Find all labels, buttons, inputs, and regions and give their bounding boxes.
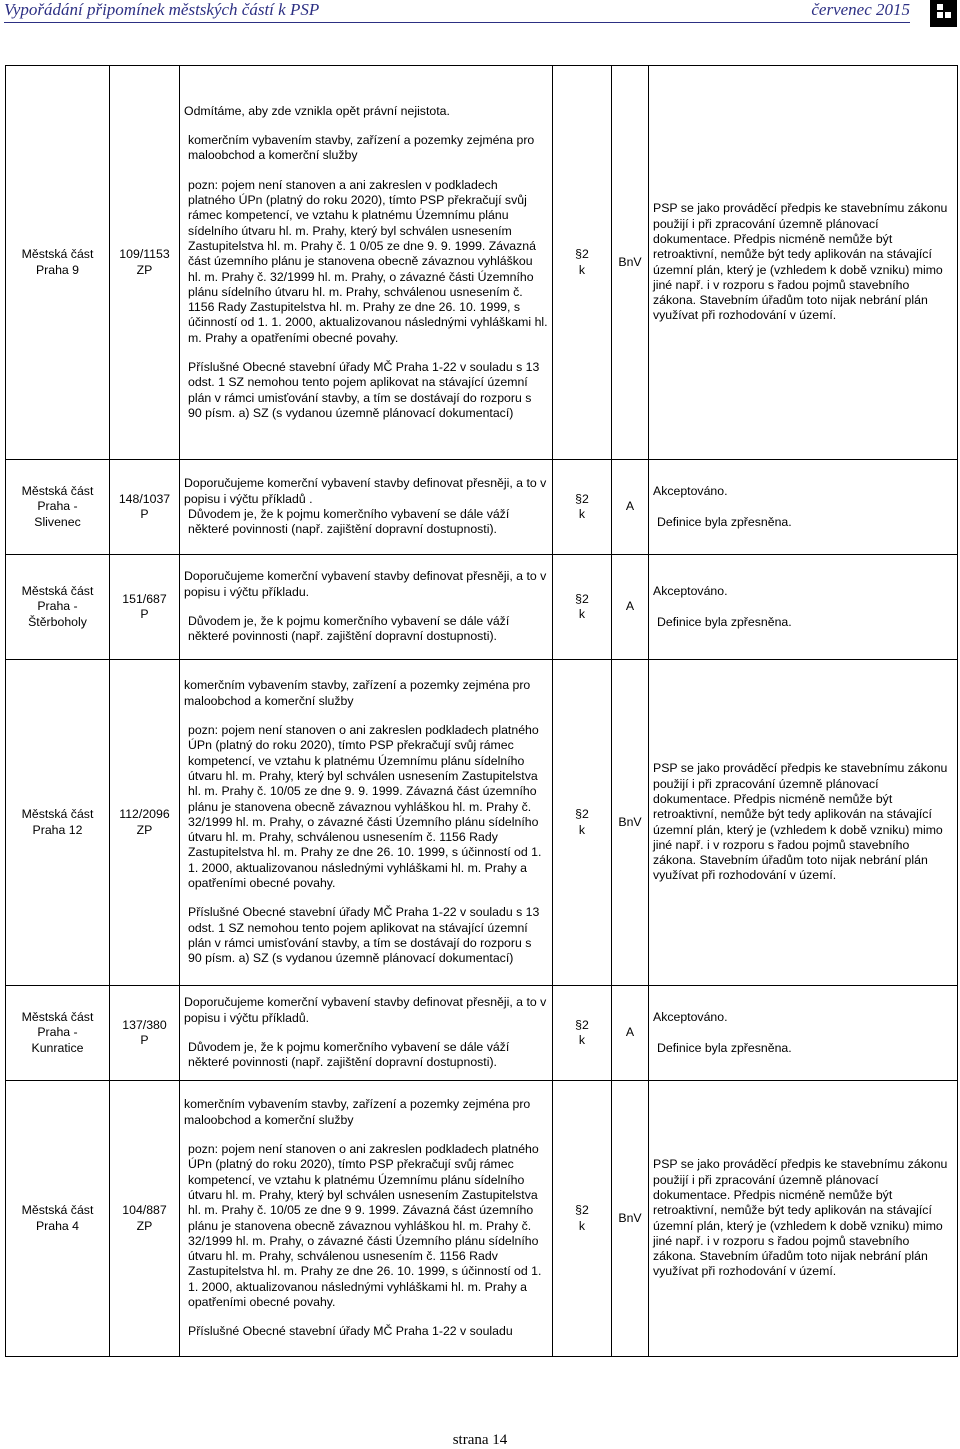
comment-text-cell-line — [184, 346, 548, 360]
paragraph-cell-line: k — [578, 1218, 586, 1233]
paragraph-cell-line: §2 — [575, 491, 589, 506]
comment-text-cell — [180, 555, 553, 660]
status-cell: A — [612, 986, 649, 1081]
reference-cell-line: P — [140, 607, 149, 621]
paragraph-cell-line: §2 — [575, 1203, 589, 1218]
district-cell-line: Kunratice — [31, 1040, 84, 1055]
resolution-cell-line: PSP se jako prováděcí předpis ke stavebnímu zákonu použijí i při zpracování územně plánovací dokumentace. Předpis nicméně nemůže být retroaktivní, nemůže být tedy aplikován na stávající územní plán, který je (vzhledem k době vzniku) mimo jiné např. i v rozporu s řadou pojmů stavebního zákona. Stavebním úřadům toto nijak nebrání plán využívat při rozhodování v území. — [653, 761, 948, 883]
comment-text-cell-line: Důvodem je, že k pojmu komerčního vybavení se dále váží některé povinnosti (např. zajištění dopravní dostupnosti). — [188, 1040, 510, 1070]
district-cell-line: Praha - — [37, 499, 78, 514]
district-cell-line: Městská část — [21, 807, 94, 822]
reference-cell — [110, 986, 180, 1081]
comment-text-cell-line: Důvodem je, že k pojmu komerčního vybavení se dále váží některé povinnosti (např. zajištění dopravní dostupnosti). — [188, 614, 510, 644]
resolution-cell — [649, 660, 958, 986]
reference-cell-line: ZP — [136, 1218, 153, 1233]
district-cell — [6, 986, 110, 1081]
district-cell — [6, 555, 110, 660]
district-cell-line: Slivenec — [34, 514, 81, 529]
district-cell-line: Městská část — [21, 584, 94, 599]
reference-cell — [110, 460, 180, 555]
table-row — [6, 460, 958, 555]
table-row — [6, 555, 958, 660]
comment-text-cell-line: pozn: pojem není stanoven o ani zakreslen podkladech platného ÚPn (platný do roku 2020), tímto PSP překračují svůj rámec kompetencí, ve vztahu k platnému Územnímu plánu sídelního útvaru hl. m. Prahy, který byl schválen usnesením Zastupitelstva hl. m. Prahy č. 10/05 ze dne 9 9. 1999. Závazná část územního plánu je stanovena obecně závaznou vyhláškou hl. m. Prahy č. 32/1999 hl. m. Prahy, o závazné části Územního plánu sídelního útvaru hl. m. Prahy, schválenou usnesením č. 1156 Radv Zastupitelstva hl. m. Prahy ze dne 26. 10. 1999, s účinností od 1. 1. 2000, aktualizovanou následnými vyhláškami hl. m. Prahy a opatřeními obecné povahy. — [188, 1142, 542, 1309]
reference-cell-line: ZP — [136, 262, 153, 277]
reference-cell-line: 148/1037 — [118, 491, 171, 506]
resolution-cell — [649, 555, 958, 660]
comment-text-cell-line: pozn: pojem není stanoven o ani zakreslen podkladech platného ÚPn (platný do roku 2020), tímto PSP překračují svůj rámec kompetencí, ve vztahu k platnému Územnímu plánu sídelního útvaru hl. m. Prahy, který byl schválen usnesením Zastupitelstva hl. m. Prahy č. 10/05 ze dne 9. 9. 1999. Závazná část územního plánu je stanovena obecně závaznou vyhláškou hl. m. Prahy č. 32/1999 hl. m. Prahy, o závazné části Územního plánu sídelního útvaru hl. m. Prahy, schválenou usnesením č. 1156 Rady Zastupitelstva hl. m. Prahy ze dne 26. 10. 1999, s účinností od 1. 1. 2000, aktualizovanou následnými vyhláškami hl. m. Prahy a opatřeními obecné povahy. — [188, 723, 542, 891]
table-row — [6, 986, 958, 1081]
district-cell-line: Praha - — [37, 1025, 78, 1040]
comment-text-cell-line — [184, 1026, 548, 1040]
reference-cell-line: 109/1153 — [119, 247, 170, 262]
district-cell — [6, 66, 110, 460]
paragraph-cell-line: k — [578, 822, 586, 837]
table-row — [6, 66, 958, 460]
paragraph-cell-line: k — [578, 1033, 586, 1047]
reference-cell-line: 112/2096 — [119, 807, 170, 822]
comment-text-cell-line — [184, 600, 548, 614]
page-number: strana 14 — [452, 1432, 508, 1448]
logo-icon — [930, 0, 957, 27]
district-cell — [6, 1081, 110, 1357]
district-cell-line: Praha 12 — [32, 822, 83, 837]
paragraph-cell — [553, 555, 612, 660]
resolution-cell-line: PSP se jako prováděcí předpis ke stavebnímu zákonu použijí i při zpracování územně plánovací dokumentace. Předpis nicméně nemůže být retroaktivní, nemůže být tedy aplikován na stávající územní plán, který je (vzhledem k době vzniku) mimo jiné např. i v rozporu s řadou pojmů stavebního zákona. Stavebním úřadům toto nijak nebrání plán využívat při rozhodování v území. — [653, 1157, 948, 1279]
reference-cell-line: 151/687 — [122, 591, 167, 606]
resolution-cell-line: Definice byla zpřesněna. — [657, 1040, 792, 1055]
comment-text-cell-line — [184, 164, 548, 178]
district-cell — [6, 460, 110, 555]
comment-text-cell-line: Doporučujeme komerční vybavení stavby definovat přesněji, a to v popisu i výčtu příkladů . — [184, 476, 547, 506]
resolution-cell-line: Definice byla zpřesněna. — [657, 614, 792, 629]
paragraph-cell — [553, 460, 612, 555]
comment-text-cell-line — [184, 119, 548, 133]
reference-cell — [110, 1081, 180, 1357]
comment-text-cell-line: komerčním vybavením stavby, zařízení a pozemky zejména pro maloobchod a komerční služby — [184, 678, 531, 708]
reference-cell-line: P — [140, 1033, 149, 1047]
document-date: červenec 2015 — [811, 0, 910, 19]
resolution-cell-line: Akceptováno. — [653, 1010, 728, 1025]
document-title: Vypořádání připomínek městských částí k PSP — [4, 0, 320, 19]
comment-text-cell-line: Příslušné Obecné stavební úřady MČ Praha 1-22 v souladu s 13 odst. 1 SZ nemohou tento pojem aplikovat na stávající územní plán v rámci umisťování stavby, a tím se dostávají do rozporu s 90 písm. a) SZ (s vydanou územně plánovací dokumentací) — [188, 359, 540, 420]
paragraph-cell-line: §2 — [575, 247, 589, 262]
district-cell-line: Městská část — [21, 247, 94, 262]
reference-cell-line: P — [140, 507, 149, 521]
paragraph-cell — [553, 986, 612, 1081]
paragraph-cell — [553, 1081, 612, 1357]
paragraph-cell-line: §2 — [575, 807, 589, 822]
table-row — [6, 1081, 958, 1357]
reference-cell-line: 137/380 — [122, 1017, 167, 1032]
comment-text-cell-line: Důvodem je, že k pojmu komerčního vybavení se dále váží některé povinnosti (např. zajištění dopravní dostupnosti). — [188, 507, 510, 537]
comment-text-cell-line — [184, 709, 548, 723]
comment-text-cell — [180, 460, 553, 555]
comment-text-cell-line: komerčním vybavením stavby, zařízení a pozemky zejména pro maloobchod a komerční služby — [188, 133, 535, 163]
comment-text-cell-line: Příslušné Obecné stavební úřady MČ Praha 1-22 v souladu — [188, 1324, 513, 1339]
comment-text-cell-line: Doporučujeme komerční vybavení stavby definovat přesněji, a to v popisu i výčtu příkladů. — [184, 995, 547, 1025]
comment-text-cell-line: Doporučujeme komerční vybavení stavby definovat přesněji, a to v popisu i výčtu příkladu. — [184, 569, 547, 599]
paragraph-cell-line: k — [578, 262, 586, 277]
resolution-cell-line: Akceptováno. — [653, 584, 728, 599]
district-cell-line: Štěrboholy — [28, 614, 87, 629]
resolution-cell-line: Definice byla zpřesněna. — [657, 514, 792, 529]
comment-text-cell-line — [184, 1128, 548, 1142]
comment-text-cell-line: komerčním vybavením stavby, zařízení a pozemky zejména pro maloobchod a komerční služby — [184, 1097, 531, 1127]
resolution-cell — [649, 1081, 958, 1357]
district-cell-line: Praha 4 — [35, 1218, 80, 1233]
resolution-cell-line: PSP se jako prováděcí předpis ke stavebnímu zákonu použijí i při zpracování územně plánovací dokumentace. Předpis nicméně nemůže být retroaktivní, nemůže být tedy aplikován na stávající územní plán, který je (vzhledem k době vzniku) mimo jiné např. i v rozporu s řadou pojmů stavebního zákona. Stavebním úřadům toto nijak nebrání plán využívat při rozhodování v území. — [653, 201, 948, 323]
status-cell: BnV — [612, 1081, 649, 1357]
resolution-cell — [649, 460, 958, 555]
paragraph-cell-line: k — [578, 607, 586, 621]
comment-text-cell — [180, 660, 553, 986]
table-row — [6, 660, 958, 986]
comment-text-cell — [180, 1081, 553, 1357]
status-cell: A — [612, 555, 649, 660]
status-cell: A — [612, 460, 649, 555]
paragraph-cell-line: §2 — [575, 591, 589, 606]
comment-text-cell-line — [184, 891, 548, 905]
reference-cell — [110, 66, 180, 460]
paragraph-cell-line: k — [578, 507, 586, 521]
page-header — [4, 0, 910, 22]
district-cell-line: Městská část — [21, 1010, 94, 1025]
paragraph-cell — [553, 66, 612, 460]
comment-text-cell-line: Odmítáme, aby zde vznikla opět právní nejistota. — [184, 103, 450, 118]
comment-text-cell-line: Příslušné Obecné stavební úřady MČ Praha 1-22 v souladu s 13 odst. 1 SZ nemohou tento pojem aplikovat na stávající územní plán v rámci umisťování stavby, a tím se dostávají do rozporu s 90 písm. a) SZ (s vydanou územně plánovací dokumentací) — [188, 905, 540, 966]
reference-cell-line: 104/887 — [122, 1203, 167, 1218]
reference-cell-line: ZP — [136, 822, 153, 837]
district-cell-line: Městská část — [21, 1203, 94, 1218]
reference-cell — [110, 660, 180, 986]
district-cell-line: Praha - — [37, 599, 78, 614]
comment-text-cell — [180, 66, 553, 460]
resolution-cell — [649, 986, 958, 1081]
resolution-cell-line: Akceptováno. — [653, 484, 728, 499]
paragraph-cell-line: §2 — [575, 1017, 589, 1032]
district-cell — [6, 660, 110, 986]
reference-cell — [110, 555, 180, 660]
resolution-cell — [649, 66, 958, 460]
comment-text-cell-line: pozn: pojem není stanoven a ani zakreslen v podkladech platného ÚPn (platný do roku 2020), tímto PSP překračují svůj rámec kompetencí, ve vztahu k platnému Územnímu plánu sídelního útvaru hl. m. Prahy, který byl schválen usnesením Zastupitelstva hl. m. Prahy č. 1 0/05 ze dne 9. 9. 1999. Závazná část územního plánu je stanovena obecně závaznou vyhláškou hl. m. Prahy č. 32/1999 hl. m. Prahy, o závazné části Územního plánu sídelního útvaru hl. m. Prahy, schválenou usnesením č. 1156 Rady Zastupitelstva hl. m. Prahy ze dne 26. 10. 1999, s účinností od 1. 1. 2000, aktualizovanou následnými vyhláškami hl. m. Prahy a opatřeními obecné povahy. — [188, 177, 548, 345]
comments-table — [5, 65, 958, 1357]
header-rule — [4, 22, 910, 23]
district-cell-line: Městská část — [21, 484, 94, 499]
paragraph-cell — [553, 660, 612, 986]
comment-text-cell-line — [184, 1310, 548, 1324]
district-cell-line: Praha 9 — [35, 262, 80, 277]
comment-text-cell — [180, 986, 553, 1081]
status-cell: BnV — [612, 66, 649, 460]
status-cell: BnV — [612, 660, 649, 986]
